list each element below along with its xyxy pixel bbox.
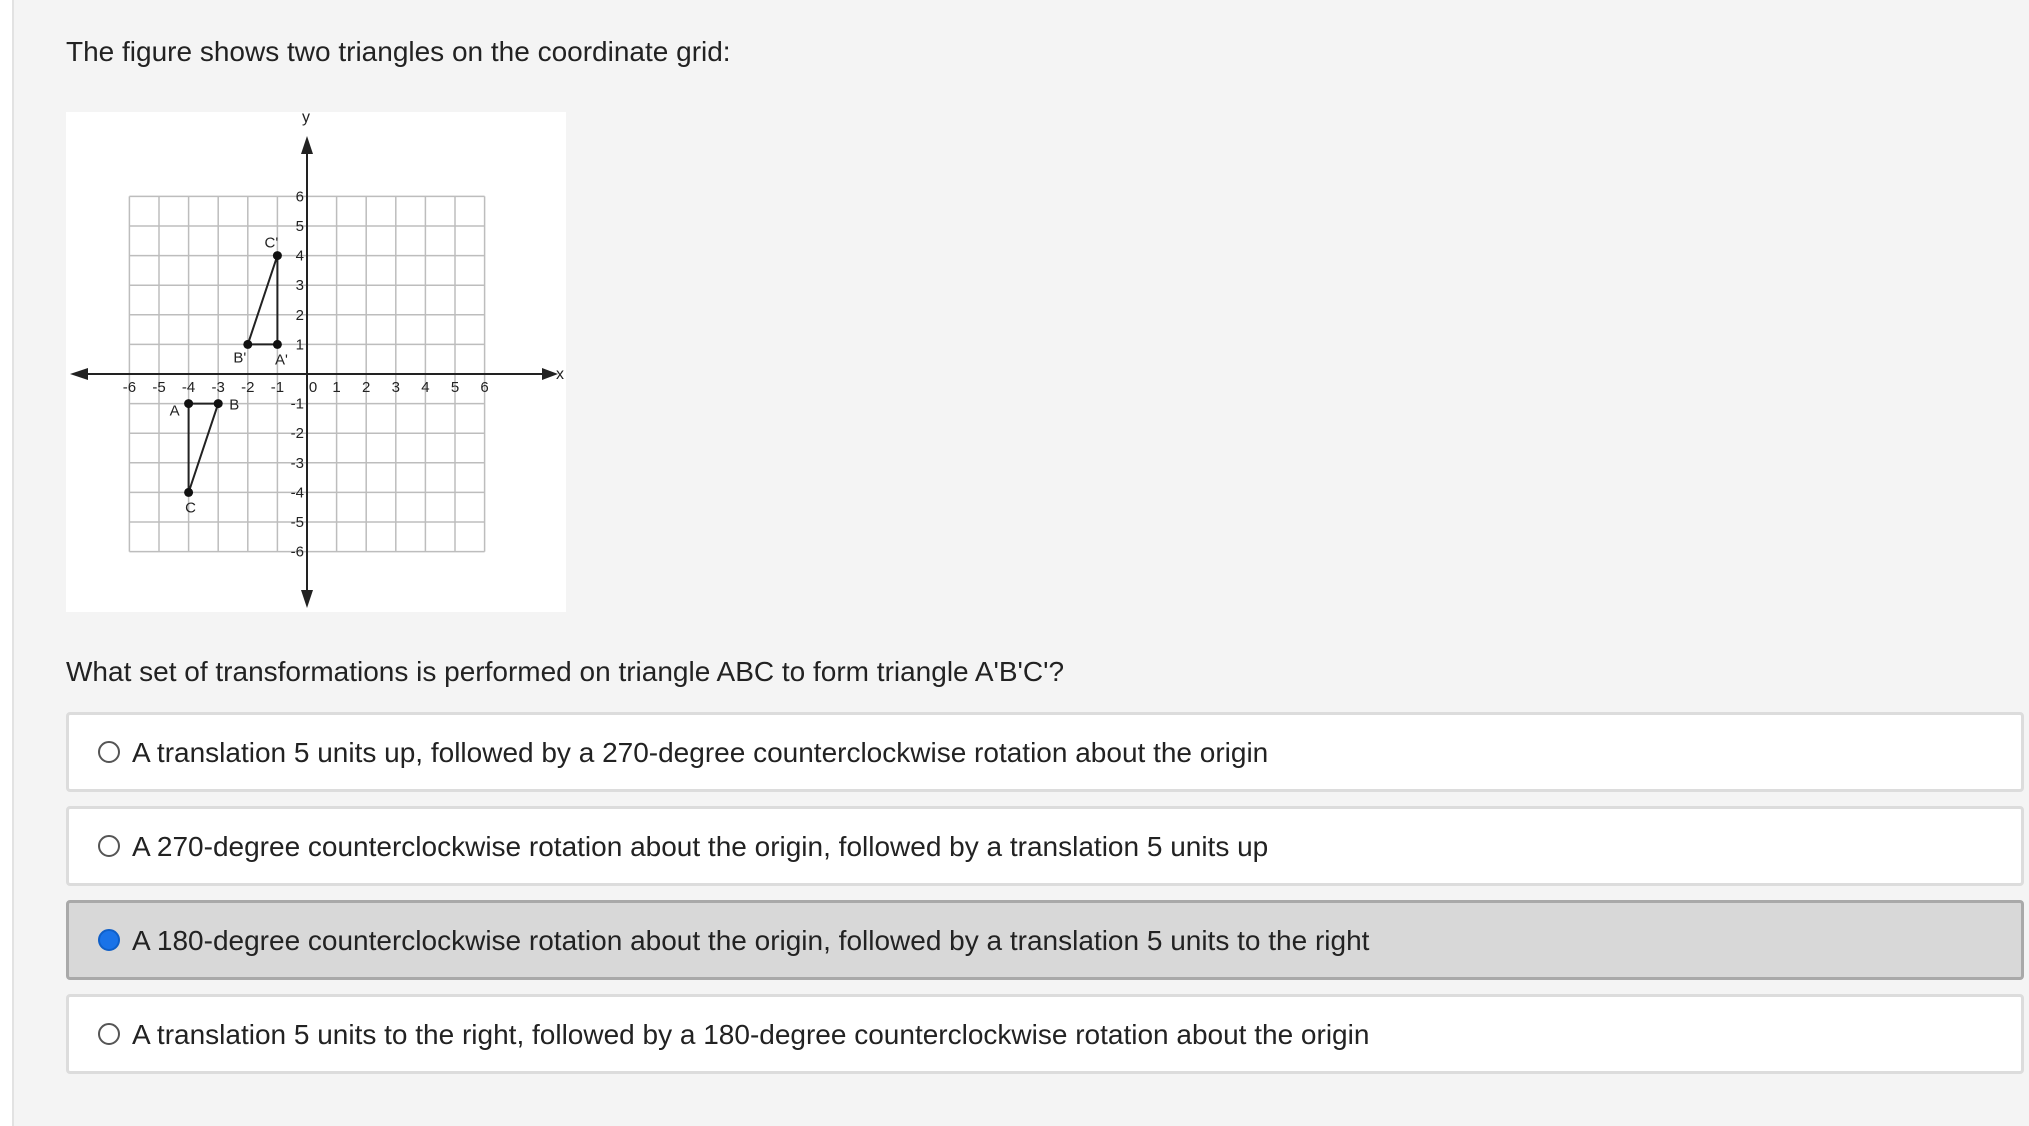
x-tick-label: 1: [332, 379, 341, 396]
y-tick-label: -4: [290, 484, 304, 502]
x-tick-label: -6: [122, 379, 137, 396]
vertex-point: [273, 251, 282, 260]
vertex-point: [273, 340, 282, 349]
x-tick-label: 4: [421, 379, 430, 396]
x-tick-label: 0: [308, 379, 318, 396]
vertex-point: [214, 399, 223, 408]
answer-option-label: A translation 5 units up, followed by a 270-degree counterclockwise rotation about the origin: [132, 737, 1269, 768]
x-tick-label: -1: [270, 379, 285, 396]
y-tick-label: 1: [295, 336, 304, 354]
y-axis-label: y: [302, 112, 310, 126]
x-tick-label: 5: [450, 379, 460, 396]
y-tick-label: -1: [290, 395, 304, 413]
vertex-label: C: [185, 499, 197, 517]
triangle-abc-prime: [248, 256, 278, 345]
y-tick-label: 6: [295, 188, 304, 206]
question-panel: [12, 0, 2029, 1126]
vertex-label: B: [229, 396, 240, 414]
vertex-label: A': [274, 351, 288, 369]
vertex-label: A: [169, 402, 180, 420]
vertex-point: [184, 399, 193, 408]
y-axis-arrow-up-icon: [301, 136, 313, 154]
y-tick-label: 2: [295, 306, 304, 324]
y-tick-label: 5: [295, 218, 304, 235]
vertex-point: [243, 340, 252, 349]
x-tick-label: -5: [152, 379, 166, 396]
x-axis-label: x: [556, 366, 564, 383]
y-tick-label: 3: [295, 277, 304, 295]
y-axis-arrow-down-icon: [301, 590, 313, 608]
x-tick-label: -2: [241, 379, 255, 396]
vertex-point: [184, 488, 193, 497]
radio-button-icon[interactable]: [98, 929, 120, 951]
answer-option-1[interactable]: [66, 712, 2024, 792]
x-tick-label: 3: [391, 379, 400, 396]
x-tick-label: 2: [362, 379, 371, 396]
y-tick-label: -2: [290, 425, 304, 443]
radio-button-icon[interactable]: [98, 1023, 120, 1045]
y-tick-label: -3: [290, 454, 304, 472]
coordinate-grid: [66, 112, 566, 612]
answer-option-label: A translation 5 units to the right, followed by a 180-degree counterclockwise rotation about the origin: [132, 1019, 1370, 1050]
y-tick-label: 4: [295, 247, 304, 265]
y-tick-label: -5: [290, 514, 304, 531]
coordinate-grid-figure: [66, 112, 566, 612]
vertex-label: C': [264, 234, 279, 252]
answer-option-4[interactable]: [66, 994, 2024, 1074]
x-tick-label: 6: [480, 379, 489, 396]
question-prompt: What set of transformations is performed on triangle ABC to form triangle A'B'C'?: [66, 656, 1065, 687]
answer-option-label: A 180-degree counterclockwise rotation about the origin, followed by a translation 5 units to the right: [132, 925, 1370, 956]
answer-option-3[interactable]: [66, 900, 2024, 980]
answer-option-label: A 270-degree counterclockwise rotation about the origin, followed by a translation 5 units up: [132, 831, 1269, 862]
answer-option-2[interactable]: [66, 806, 2024, 886]
y-tick-label: -6: [290, 543, 304, 561]
triangle-abc: [189, 404, 219, 493]
x-tick-label: -3: [211, 379, 225, 396]
radio-button-icon[interactable]: [98, 741, 120, 763]
radio-button-icon[interactable]: [98, 835, 120, 857]
x-axis-arrow-left-icon: [70, 368, 88, 380]
question-intro: The figure shows two triangles on the coordinate grid:: [66, 36, 731, 67]
vertex-label: B': [233, 349, 247, 367]
x-tick-label: -4: [181, 379, 196, 396]
